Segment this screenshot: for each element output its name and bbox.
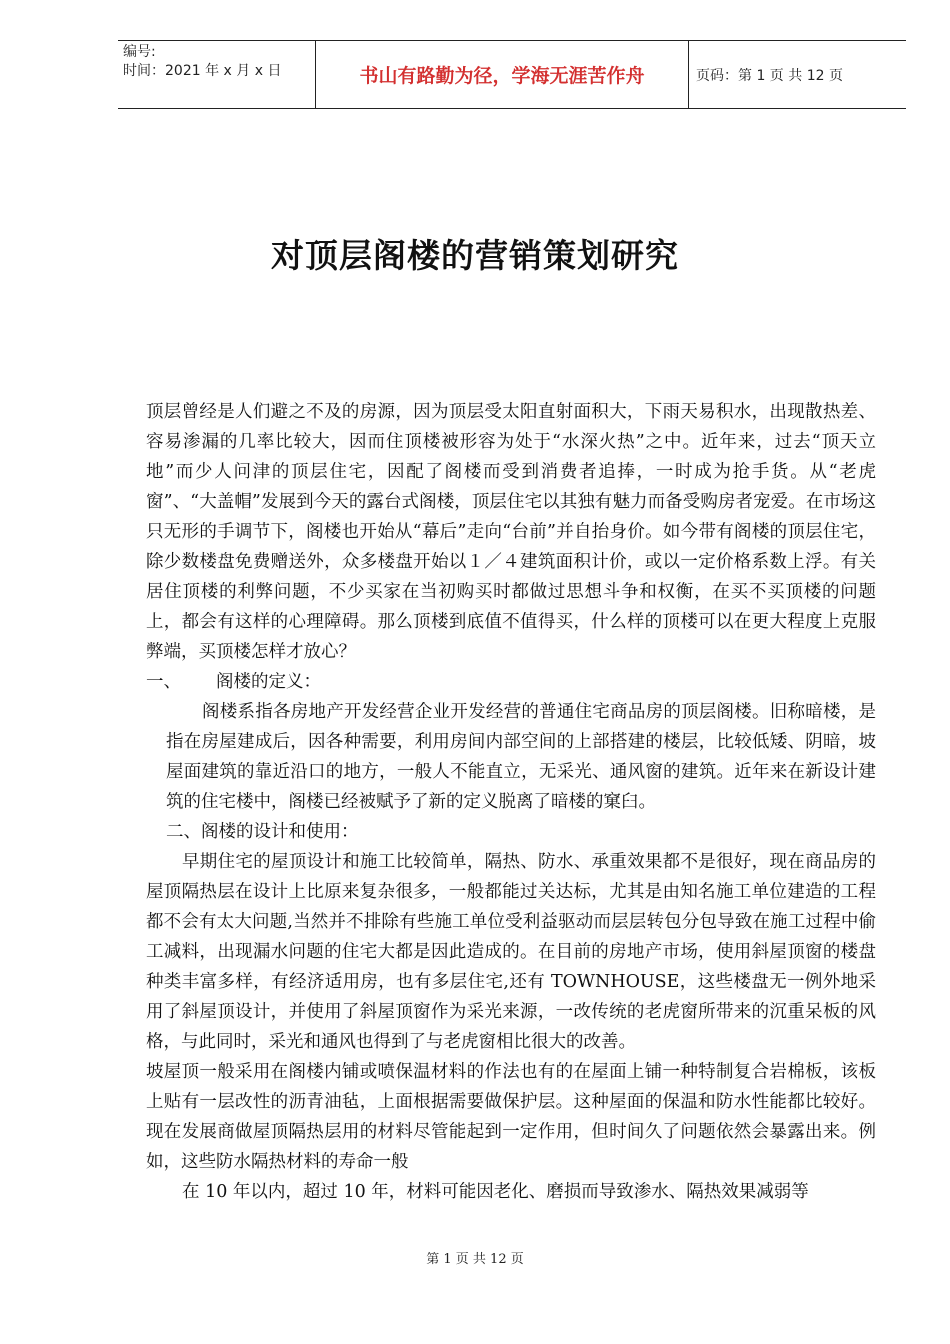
header-meta-cell — [118, 41, 315, 108]
section-1-heading — [146, 667, 876, 697]
roof-paragraph: 坡屋顶一般采用在阁楼内铺或喷保温材料的作法也有的在屋面上铺一种特制复合岩棉板，该板上贴有一层改性的沥青油毡，上面根据需要做保护层。这种屋面的保温和防水性能都比较好。现在发展商做屋顶隔热层用的材料尽管能起到一定作用，但时间久了问题依然会暴露出来。例如，这些防水隔热材料的寿命一般 — [146, 1062, 876, 1172]
section-1-title: 阁楼的定义： — [216, 672, 321, 692]
closing-paragraph: 在 10 年以内，超过 10 年，材料可能因老化、磨损而导致渗水、隔热效果减弱等 — [182, 1182, 809, 1202]
page-header-table — [118, 40, 906, 109]
intro-paragraph: 顶层曾经是人们避之不及的房源，因为顶层受太阳直射面积大，下雨天易积水，出现散热差、容易渗漏的几率比较大，因而住顶楼被形容为处于“水深火热”之中。近年来，过去“顶天立地”而少人问津的顶层住宅，因配了阁楼而受到消费者追捧，一时成为抢手货。从“老虎窗”、“大盖帽”发展到今天的露台式阁楼，顶层住宅以其独有魅力而备受购房者宠爱。在市场这只无形的手调节下，阁楼也开始从“幕后”走向“台前”并自抬身价。如今带有阁楼的顶层住宅，除少数楼盘免费赠送外，众多楼盘开始以１／４建筑面积计价，或以一定价格系数上浮。有关居住顶楼的利弊问题，不少买家在当初购买时都做过思想斗争和权衡，在买不买顶楼的问题上，都会有这样的心理障碍。那么顶楼到底值不值得买，什么样的顶楼可以在更大程度上克服弊端，买顶楼怎样才放心？ — [146, 402, 876, 662]
section-2-paragraph: 早期住宅的屋顶设计和施工比较简单，隔热、防水、承重效果都不是很好，现在商品房的屋顶隔热层在设计上比原来复杂很多，一般都能过关达标，尤其是由知名施工单位建造的工程都不会有太大问题,当然并不排除有些施工单位受利益驱动而层层转包分包导致在施工过程中偷工减料，出现漏水问题的住宅大都是因此造成的。在目前的房地产市场，使用斜屋顶窗的楼盘种类丰富多样，有经济适用房，也有多层住宅,还有 TOWNHOUSE，这些楼盘无一例外地采用了斜屋顶设计，并使用了斜屋顶窗作为采光来源，一改传统的老虎窗所带来的沉重呆板的风格，与此同时，采光和通风也得到了与老虎窗相比很大的改善。 — [146, 852, 876, 1052]
page-footer: 第 1 页 共 12 页 — [426, 1252, 524, 1267]
header-number-label: 编号: — [123, 44, 156, 60]
header-motto: 书山有路勤为径，学海无涯苦作舟 — [315, 41, 689, 108]
section-1-number: 一、 — [146, 672, 181, 692]
document-title: 对顶层阁楼的营销策划研究 — [271, 236, 679, 275]
header-time-label: 时间：2021 年 x 月 x 日 — [123, 63, 282, 79]
header-page-label: 页码：第 1 页 共 12 页 — [696, 67, 843, 84]
document-body — [146, 397, 876, 1207]
section-2-heading: 二、阁楼的设计和使用： — [166, 822, 359, 842]
section-1-paragraph: 阁楼系指各房地产开发经营企业开发经营的普通住宅商品房的顶层阁楼。旧称暗楼，是指在房屋建成后，因各种需要，利用房间内部空间的上部搭建的楼层，比较低矮、阴暗，坡屋面建筑的靠近沿口的地方，一般人不能直立，无采光、通风窗的建筑。近年来在新设计建筑的住宅楼中，阁楼已经被赋予了新的定义脱离了暗楼的窠臼。 — [166, 702, 876, 812]
